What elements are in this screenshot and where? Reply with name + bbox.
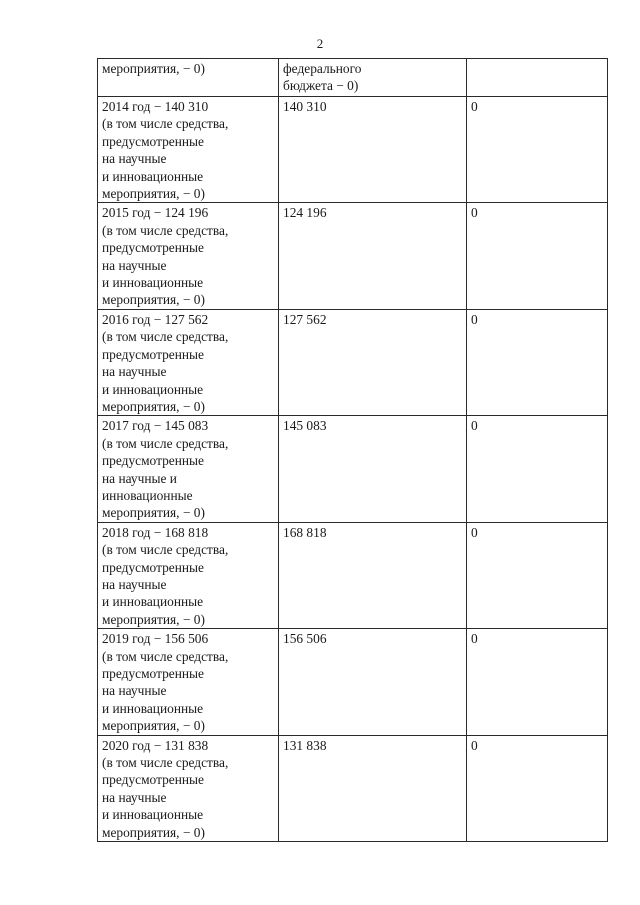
other-sources-cell bbox=[467, 416, 608, 522]
year-cell bbox=[98, 522, 279, 628]
cell-text-line: 2018 год − 168 818 bbox=[102, 524, 209, 540]
cell-text-line: мероприятия, − 0) bbox=[102, 61, 205, 76]
year-cell bbox=[98, 203, 279, 309]
cell-text-line: 2014 год − 140 310 bbox=[102, 99, 209, 114]
cell-text-line: на научные и bbox=[102, 470, 177, 486]
other-sources-value: 0 bbox=[471, 99, 478, 114]
other-sources-cell bbox=[467, 203, 608, 309]
table-row bbox=[98, 629, 608, 735]
other-sources-cell bbox=[467, 97, 608, 203]
other-sources-cell bbox=[467, 309, 608, 415]
cell-text-line: (в том числе средства, bbox=[102, 329, 229, 345]
cell-text-line: мероприятия, − 0) bbox=[102, 718, 205, 734]
federal-budget-value: 145 083 bbox=[283, 418, 327, 434]
other-sources-cell bbox=[467, 522, 608, 628]
table-row bbox=[98, 522, 608, 628]
cell-text-line: (в том числе средства, bbox=[102, 648, 229, 664]
federal-budget-value: 156 506 bbox=[283, 631, 327, 647]
federal-budget-cell bbox=[279, 309, 467, 415]
cell-text-line: и инновационные bbox=[102, 381, 204, 397]
cell-text-line: на научные bbox=[102, 364, 167, 380]
cell-text-line: (в том числе средства, bbox=[102, 116, 229, 132]
year-cell bbox=[98, 416, 279, 522]
cell-text-line: на научные bbox=[102, 576, 167, 592]
federal-budget-cell bbox=[279, 97, 467, 203]
other-sources-cell bbox=[467, 59, 608, 97]
federal-budget-cell bbox=[279, 522, 467, 628]
other-sources-value: 0 bbox=[471, 418, 478, 434]
other-sources-value: 0 bbox=[471, 737, 478, 753]
cell-text-line: (в том числе средства, bbox=[102, 755, 229, 771]
cell-text-line: предусмотренные bbox=[102, 559, 204, 575]
federal-budget-value: 127 562 bbox=[283, 311, 327, 327]
cell-text-line: мероприятия, − 0) bbox=[102, 611, 205, 627]
page-number: 2 bbox=[316, 36, 324, 51]
other-sources-value: 0 bbox=[471, 205, 478, 221]
cell-text-line: на научные bbox=[102, 683, 167, 699]
table-row bbox=[98, 416, 608, 522]
other-sources-value: 0 bbox=[471, 631, 478, 647]
cell-text-line: мероприятия, − 0) bbox=[102, 505, 205, 521]
year-cell bbox=[98, 629, 279, 735]
table-row bbox=[98, 309, 608, 415]
year-cell bbox=[98, 59, 279, 97]
cell-text-line: мероприятия, − 0) bbox=[102, 824, 205, 840]
cell-text-line: мероприятия, − 0) bbox=[102, 186, 205, 202]
federal-budget-value: 168 818 bbox=[283, 524, 327, 540]
cell-text-line: на научные bbox=[102, 257, 167, 273]
cell-text-line: предусмотренные bbox=[102, 346, 204, 362]
cell-text-line: федерального bbox=[283, 61, 362, 76]
other-sources-cell bbox=[467, 735, 608, 841]
cell-text-line: и инновационные bbox=[102, 275, 204, 291]
federal-budget-value: 131 838 bbox=[283, 737, 327, 753]
federal-budget-cell bbox=[279, 629, 467, 735]
cell-text-line: и инновационные bbox=[102, 807, 204, 823]
federal-budget-cell bbox=[279, 735, 467, 841]
cell-text-line: бюджета − 0) bbox=[283, 78, 359, 94]
cell-text-line: и инновационные bbox=[102, 168, 204, 184]
federal-budget-cell bbox=[279, 59, 467, 97]
year-cell bbox=[98, 735, 279, 841]
other-sources-value: 0 bbox=[471, 524, 478, 540]
cell-text-line: предусмотренные bbox=[102, 453, 204, 469]
table-row bbox=[98, 735, 608, 841]
cell-text-line: 2020 год − 131 838 bbox=[102, 737, 209, 753]
cell-text-line: (в том числе средства, bbox=[102, 222, 229, 238]
cell-text-line: и инновационные bbox=[102, 594, 204, 610]
cell-text-line: мероприятия, − 0) bbox=[102, 292, 205, 308]
year-cell bbox=[98, 97, 279, 203]
cell-text-line: инновационные bbox=[102, 487, 193, 503]
federal-budget-cell bbox=[279, 416, 467, 522]
cell-text-line: 2017 год − 145 083 bbox=[102, 418, 209, 434]
year-cell bbox=[98, 309, 279, 415]
cell-text-line: мероприятия, − 0) bbox=[102, 398, 205, 414]
table-row bbox=[98, 97, 608, 203]
cell-text-line: 2015 год − 124 196 bbox=[102, 205, 209, 221]
cell-text-line: на научные bbox=[102, 151, 167, 167]
cell-text-line: и инновационные bbox=[102, 700, 204, 716]
cell-text-line: предусмотренные bbox=[102, 240, 204, 256]
cell-text-line: (в том числе средства, bbox=[102, 542, 229, 558]
funding-table bbox=[97, 58, 608, 842]
federal-budget-cell bbox=[279, 203, 467, 309]
cell-text-line: (в том числе средства, bbox=[102, 435, 229, 451]
cell-text-line: 2019 год − 156 506 bbox=[102, 631, 209, 647]
table-row-continuation bbox=[98, 59, 608, 97]
cell-text-line: предусмотренные bbox=[102, 133, 204, 149]
federal-budget-value: 140 310 bbox=[283, 99, 327, 114]
cell-text-line: предусмотренные bbox=[102, 666, 204, 681]
table-row bbox=[98, 203, 608, 309]
other-sources-cell bbox=[467, 629, 608, 735]
other-sources-value: 0 bbox=[471, 311, 478, 327]
cell-text-line: предусмотренные bbox=[102, 772, 204, 788]
cell-text-line: 2016 год − 127 562 bbox=[102, 311, 209, 327]
federal-budget-value: 124 196 bbox=[283, 205, 327, 221]
cell-text-line: на научные bbox=[102, 789, 167, 805]
